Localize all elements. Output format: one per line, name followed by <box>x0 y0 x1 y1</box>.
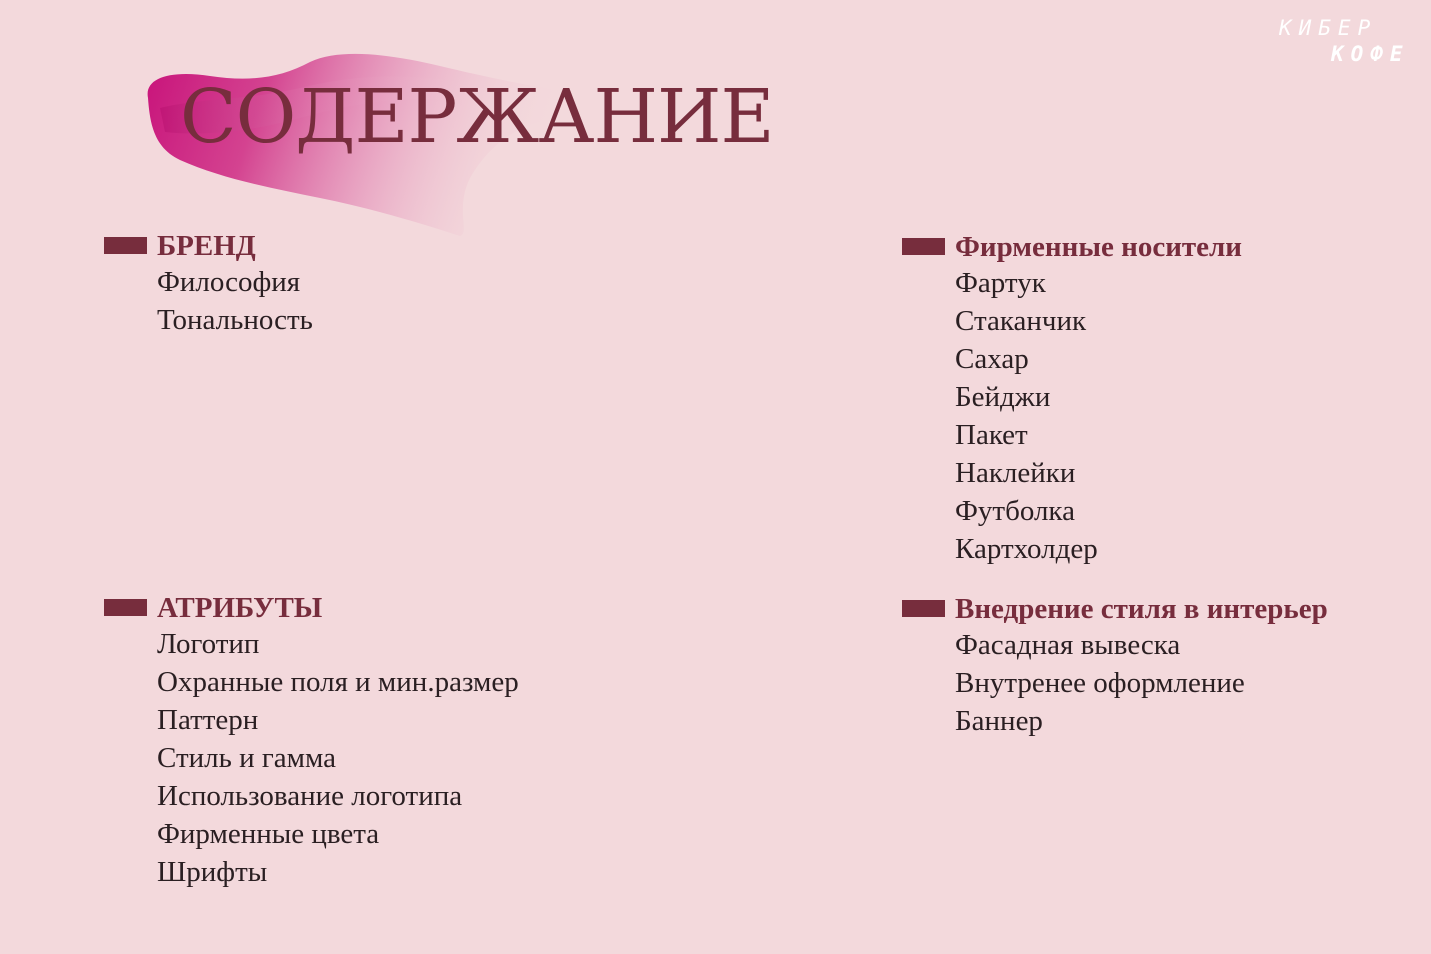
page-title: СОДЕРЖАНИЕ <box>180 74 774 160</box>
section-title-attributes: АТРИБУТЫ <box>157 592 323 624</box>
section-interior <box>902 592 1328 740</box>
list-item-stickers: Наклейки <box>955 457 1076 489</box>
list-item-banner: Баннер <box>955 705 1043 737</box>
list-item-badges: Бейджи <box>955 381 1051 413</box>
list-item-tonality: Тональность <box>157 304 313 336</box>
section-brand <box>104 229 313 339</box>
kiber-kofe-logo <box>1279 14 1421 72</box>
list-item-logo-usage: Использование логотипа <box>157 780 463 812</box>
list-item-interior-design: Внутренее оформление <box>955 667 1245 699</box>
section-title-carriers: Фирменные носители <box>955 231 1242 263</box>
section-header <box>902 230 1242 264</box>
section-marker <box>104 237 147 254</box>
list-item-facade-sign: Фасадная вывеска <box>955 629 1181 661</box>
list-item-cup: Стаканчик <box>955 305 1087 337</box>
list-item-style-palette: Стиль и гамма <box>157 742 337 774</box>
logo-line-1: КИБЕР <box>1279 16 1378 40</box>
section-header <box>902 592 1328 626</box>
list-item-brand-colors: Фирменные цвета <box>157 818 380 850</box>
list-item-sugar: Сахар <box>955 343 1029 375</box>
section-items <box>902 626 1245 740</box>
list-item-logo: Логотип <box>157 628 260 660</box>
logo-line-2: КОФЕ <box>1331 42 1410 66</box>
section-items <box>104 625 519 891</box>
list-item-fonts: Шрифты <box>157 856 268 888</box>
section-carriers <box>902 230 1242 568</box>
section-marker <box>902 238 945 255</box>
section-title-brand: БРЕНД <box>157 230 256 262</box>
section-items <box>104 263 313 339</box>
section-title-interior: Внедрение стиля в интерьер <box>955 593 1328 625</box>
list-item-apron: Фартук <box>955 267 1046 299</box>
list-item-bag: Пакет <box>955 419 1028 451</box>
section-marker <box>104 599 147 616</box>
section-attributes <box>104 591 519 891</box>
list-item-pattern: Паттерн <box>157 704 259 736</box>
section-marker <box>902 600 945 617</box>
list-item-philosophy: Философия <box>157 266 301 298</box>
list-item-card-holder: Картхолдер <box>955 533 1098 565</box>
list-item-tshirt: Футболка <box>955 495 1075 527</box>
list-item-clear-space: Охранные поля и мин.размер <box>157 666 519 698</box>
section-header <box>104 591 519 625</box>
section-header <box>104 229 313 263</box>
section-items <box>902 264 1098 568</box>
